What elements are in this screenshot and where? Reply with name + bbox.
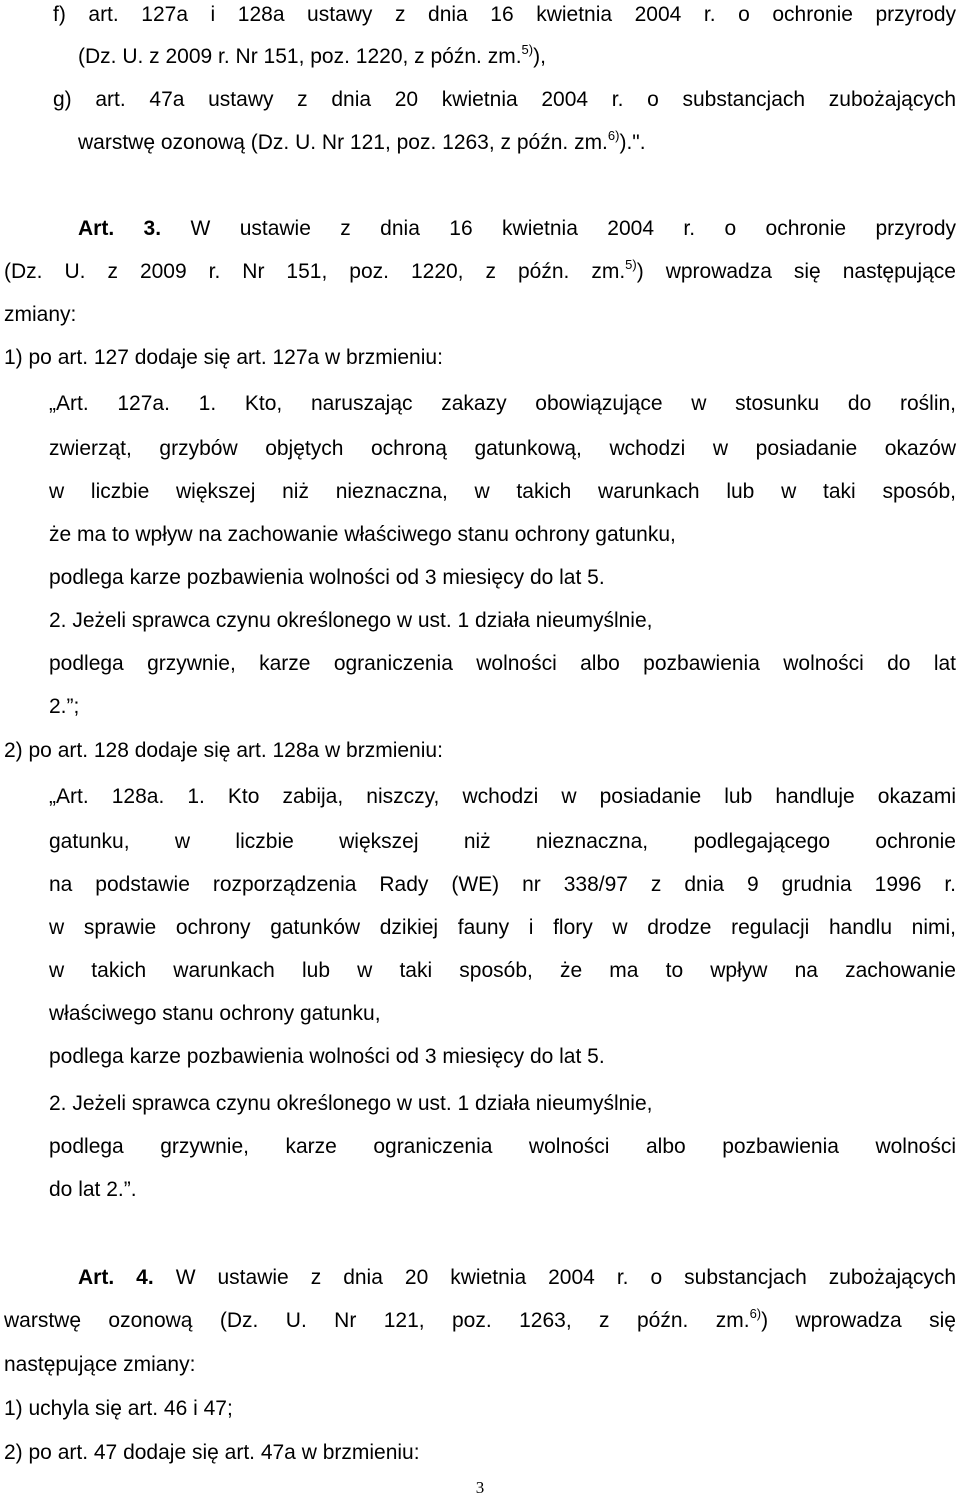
art128a-line2: gatunku, w liczbie większej niż nieznaczna, podlegającego ochronie (49, 830, 956, 853)
art3-item2: 2) po art. 128 dodaje się art. 128a w brzmieniu: (4, 739, 443, 762)
art4-label: Art. 4. (78, 1266, 154, 1289)
art127a-line4: że ma to wpływ na zachowanie właściwego stanu ochrony gatunku, (49, 523, 676, 546)
art3-line1: Art. 3. W ustawie z dnia 16 kwietnia 2004 r. o ochronie przyrody (78, 217, 956, 240)
art127a-line7: podlega grzywnie, karze ograniczenia wolności albo pozbawienia wolności do lat (49, 652, 956, 675)
art128a-line5: w takich warunkach lub w taki sposób, że ma to wpływ na zachowanie (49, 959, 956, 982)
art128a-line7: podlega karze pozbawienia wolności od 3 miesięcy do lat 5. (49, 1045, 605, 1068)
art127a-line6: 2. Jeżeli sprawca czynu określonego w ust. 1 działa nieumyślnie, (49, 609, 653, 632)
art4-line1: Art. 4. W ustawie z dnia 20 kwietnia 2004 r. o substancjach zubożających (78, 1266, 956, 1289)
point-g-line2: warstwę ozonową (Dz. U. Nr 121, poz. 1263, z późn. zm.$^{6)}$).". (78, 128, 646, 154)
art127a-line1: „Art. 127a. 1. Kto, naruszając zakazy obowiązujące w stosunku do roślin, (49, 392, 956, 415)
art4-item1: 1) uchyla się art. 46 i 47; (4, 1397, 233, 1420)
point-g-line1: g) art. 47a ustawy z dnia 20 kwietnia 2004 r. o substancjach zubożających (53, 88, 956, 111)
footnote-ref: 5) (521, 42, 534, 57)
art128a-line3: na podstawie rozporządzenia Rady (WE) nr 338/97 z dnia 9 grudnia 1996 r. (49, 873, 956, 896)
art4-line3: następujące zmiany: (4, 1353, 196, 1376)
point-f-line1: f) art. 127a i 128a ustawy z dnia 16 kwietnia 2004 r. o ochronie przyrody (53, 3, 956, 26)
art128a-line9: podlega grzywnie, karze ograniczenia wolności albo pozbawienia wolności (49, 1135, 956, 1158)
point-f-line2: (Dz. U. z 2009 r. Nr 151, poz. 1220, z późn. zm.$^{5)}$), (78, 42, 546, 68)
art127a-line8: 2.”; (49, 695, 80, 718)
art4-item2: 2) po art. 47 dodaje się art. 47a w brzmieniu: (4, 1441, 420, 1464)
art4-line2: warstwę ozonową (Dz. U. Nr 121, poz. 1263, z późn. zm.$^{6)}$) wprowadza się (4, 1306, 956, 1332)
footnote-ref: 5) (625, 257, 637, 272)
art127a-line3: w liczbie większej niż nieznaczna, w takich warunkach lub w taki sposób, (49, 480, 956, 503)
art3-line3: zmiany: (4, 303, 77, 326)
art128a-line6: właściwego stanu ochrony gatunku, (49, 1002, 381, 1025)
page-number: 3 (475, 1478, 485, 1497)
art128a-line10: do lat 2.”. (49, 1178, 137, 1201)
art128a-line8: 2. Jeżeli sprawca czynu określonego w ust. 1 działa nieumyślnie, (49, 1092, 653, 1115)
art3-item1: 1) po art. 127 dodaje się art. 127a w brzmieniu: (4, 346, 443, 369)
footnote-ref: 6) (607, 128, 620, 143)
footnote-ref: 6) (749, 1306, 762, 1321)
art128a-line1: „Art. 128a. 1. Kto zabija, niszczy, wchodzi w posiadanie lub handluje okazami (49, 785, 956, 808)
art3-label: Art. 3. (78, 217, 162, 240)
art3-line2: (Dz. U. z 2009 r. Nr 151, poz. 1220, z późn. zm.$^{5)}$) wprowadza się następujące (4, 257, 956, 283)
art127a-line5: podlega karze pozbawienia wolności od 3 miesięcy do lat 5. (49, 566, 605, 589)
art127a-line2: zwierząt, grzybów objętych ochroną gatunkową, wchodzi w posiadanie okazów (49, 437, 956, 460)
art128a-line4: w sprawie ochrony gatunków dzikiej fauny i flory w drodze regulacji handlu nimi, (49, 916, 956, 939)
